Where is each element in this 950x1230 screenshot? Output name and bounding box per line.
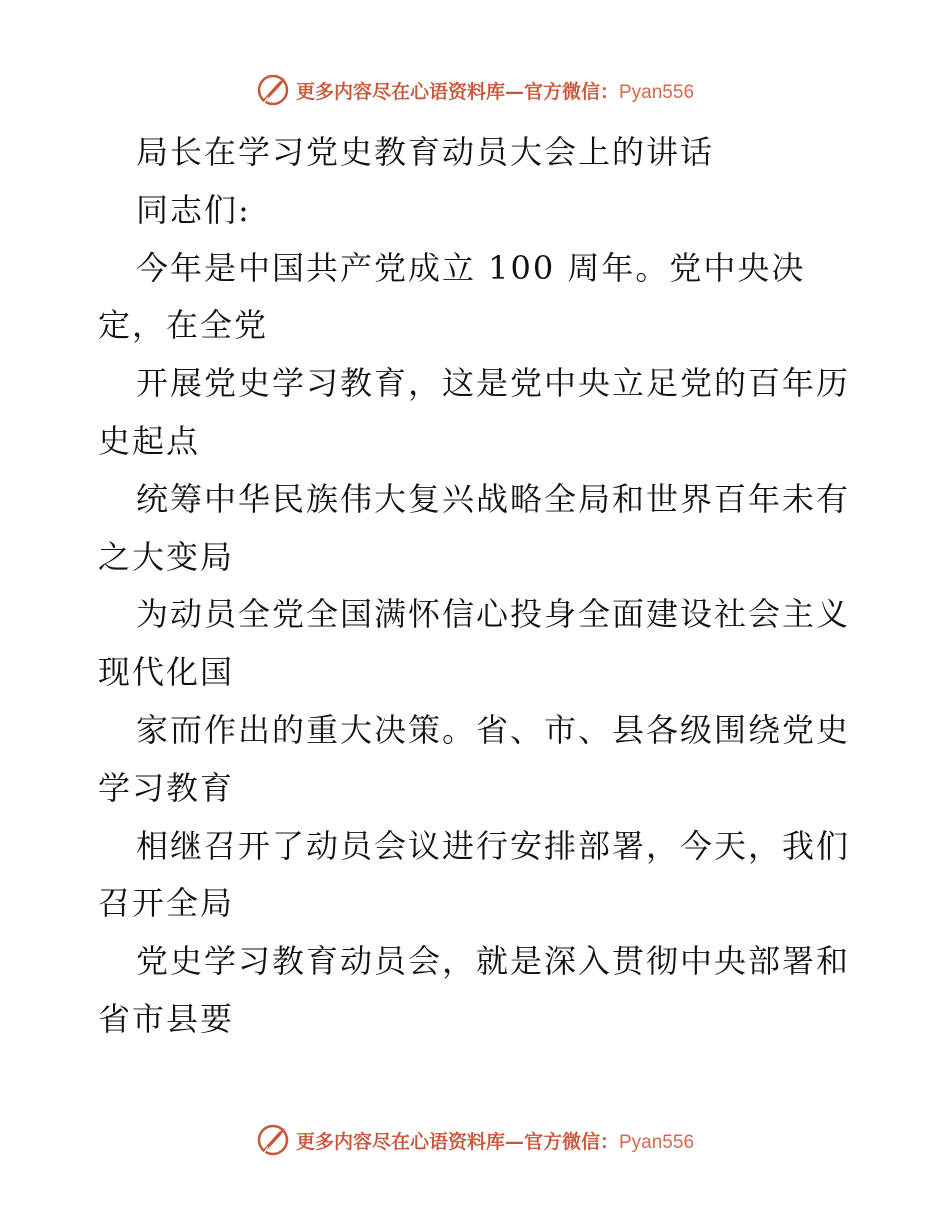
header-banner-main-text: 更多内容尽在心语资料库 [295,80,505,103]
header-banner-wechat-label: 官方微信： [523,80,619,103]
quill-pen-logo-icon [256,73,290,107]
footer-banner-wechat-label: 官方微信： [523,1130,619,1153]
body-line-2-cont: 史起点 [98,421,201,460]
body-line-6-cont: 召开全局 [98,884,235,923]
salutation: 同志们: [136,190,251,229]
document-body [98,124,868,1049]
body-line-5-cont: 学习教育 [98,768,235,807]
body-line-3-cont: 之大变局 [98,537,235,576]
header-watermark-banner [0,70,950,110]
body-line-4-cont: 现代化国 [98,653,235,692]
footer-banner-separator: — [504,1130,524,1153]
footer-banner-wechat-id: Pyan556 [619,1131,695,1153]
body-line-6: 相继召开了动员会议进行安排部署，今天，我们 [136,826,851,865]
header-banner-separator: — [504,80,524,103]
body-line-5: 家而作出的重大决策。省、市、县各级围绕党史 [136,710,851,749]
document-title: 局长在学习党史教育动员大会上的讲话 [136,133,715,171]
body-line-3: 统筹中华民族伟大复兴战略全局和世界百年未有 [136,479,851,518]
footer-banner-text [296,1127,694,1154]
body-line-4: 为动员全党全国满怀信心投身全面建设社会主义 [136,595,851,634]
footer-banner-main-text: 更多内容尽在心语资料库 [295,1130,505,1153]
body-line-2: 开展党史学习教育，这是党中央立足党的百年历 [136,364,851,403]
footer-watermark-banner [0,1120,950,1160]
quill-pen-logo-icon [256,1123,290,1157]
body-line-7-cont: 省市县要 [98,999,235,1038]
header-banner-text [296,77,694,104]
body-line-1: 今年是中国共产党成立 100 周年。党中央决 [136,248,806,287]
body-line-1-cont: 定，在全党 [98,306,269,345]
header-banner-wechat-id: Pyan556 [619,81,695,103]
body-line-7: 党史学习教育动员会，就是深入贯彻中央部署和 [136,942,851,981]
